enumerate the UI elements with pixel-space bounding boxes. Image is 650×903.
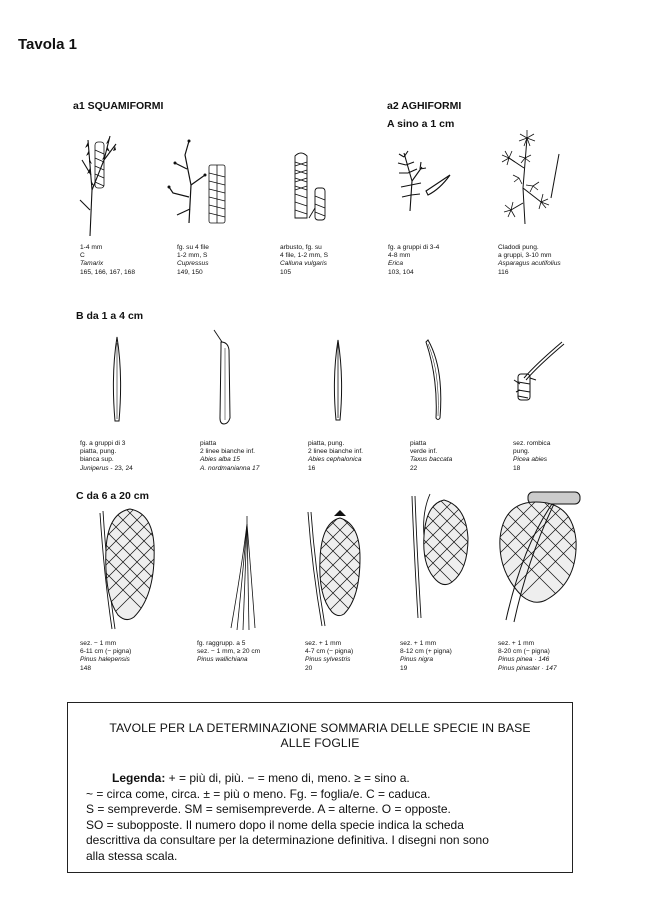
legend-title [68,721,572,751]
caption-cupressus: fg. su 4 file 1-2 mm, S Cupressus 149, 150 [177,244,209,276]
legend-line: alla stessa scala. [86,848,178,863]
section-a2-subheading: A sino a 1 cm [387,118,455,130]
caption-pinus-pinea: sez. + 1 mm 8-20 cm (− pigna) Pinus pinea · 146 Pinus pinaster · 147 [498,640,557,672]
caption-taxus: piatta verde inf. Taxus baccata 22 [410,440,453,472]
legend-line: Legenda: + = più di, più. − = meno di, meno. ≥ = sino a. [112,771,410,785]
section-c-heading: C da 6 a 20 cm [76,490,149,502]
caption-abies-cephalonica: piatta, pung. 2 linee bianche inf. Abies cephalonica 16 [308,440,363,472]
taxus-needle-illustration [420,338,450,423]
asparagus-illustration [495,128,575,228]
legend-title-line: TAVOLE PER LA DETERMINAZIONE SOMMARIA DELLE SPECIE IN BASE [109,721,531,735]
legend-body [86,771,556,865]
erica-illustration [390,145,460,215]
legend-title-line: ALLE FOGLIE [280,736,360,750]
juniperus-needle-illustration [105,335,129,425]
section-b-heading: B da 1 a 4 cm [76,310,144,322]
abies-cephalonica-needle-illustration [327,338,349,423]
caption-pinus-halepensis: sez. − 1 mm 6-11 cm (− pigna) Pinus halepensis 148 [80,640,132,672]
section-a1-heading: a1 SQUAMIFORMI [73,100,164,112]
pinus-wallichiana-needles-illustration [225,512,265,632]
tamarix-illustration [70,130,130,238]
caption-pinus-wallichiana: fg. raggrupp. a 5 sez. − 1 mm, ≥ 20 cm Pinus wallichiana [197,640,261,664]
caption-erica: fg. a gruppi di 3-4 4-8 mm Erica 103, 104 [388,244,440,276]
caption-pinus-sylvestris: sez. + 1 mm 4-7 cm (− pigna) Pinus sylvestris 20 [305,640,354,672]
cupressus-illustration [165,135,235,225]
pinus-sylvestris-cone-illustration [300,508,375,628]
legend-box [67,702,573,873]
pinus-nigra-cone-illustration [400,492,480,622]
page-title: Tavola 1 [18,36,77,53]
caption-pinus-nigra: sez. + 1 mm 8-12 cm (+ pigna) Pinus nigra 19 [400,640,452,672]
legend-line: S = sempreverde. SM = semisempreverde. A = alterne. O = opposte. [86,802,451,817]
legend-line: descrittiva da consultare per la determinazione definitiva. I disegni non sono [86,833,489,848]
caption-asparagus: Cladodi pung. a gruppi, 3-10 mm Asparagus acutifolius 116 [498,244,561,276]
pinus-pinea-cone-illustration [492,488,587,628]
pinus-halepensis-cone-illustration [90,505,170,635]
section-a2-heading: a2 AGHIFORMI [387,100,462,112]
abies-alba-needle-illustration [210,328,240,428]
caption-tamarix: 1-4 mm C Tamarix 165, 166, 167, 168 [80,244,135,276]
legend-line: SO = subopposte. Il numero dopo il nome della specie indica la scheda [86,817,464,832]
caption-calluna: arbusto, fg. su 4 file, 1-2 mm, S Calluna vulgaris 105 [280,244,329,276]
caption-juniperus: fg. a gruppi di 3 piatta, pung. bianca sup. Juniperus - 23, 24 [80,440,133,472]
caption-picea: sez. rombica pung. Picea abies 18 [513,440,551,472]
picea-shoot-illustration [508,340,568,405]
calluna-illustration [285,148,335,223]
caption-abies-alba: piatta 2 linee bianche inf. Abies alba 15 A. nordmanianna 17 [200,440,260,472]
legend-line: ~ = circa come, circa. ± = più o meno. Fg. = foglia/e. C = caduca. [86,786,431,801]
legend-label: Legenda: [112,771,166,785]
